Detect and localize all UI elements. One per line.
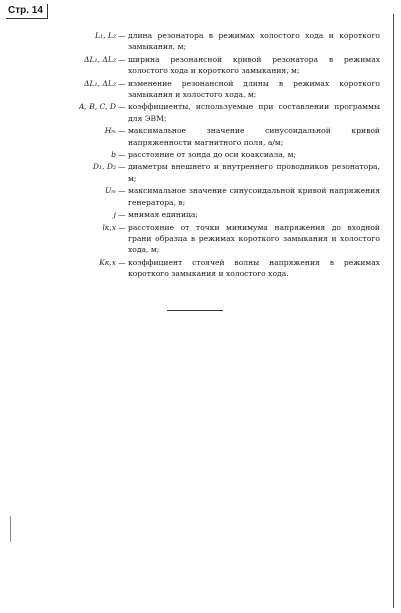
definition-row	[6, 209, 386, 220]
section-end-rule	[167, 310, 223, 311]
definition-term: A, B, C, D	[78, 102, 116, 112]
page-number-label: Стр. 14	[6, 4, 48, 19]
definition-row	[6, 257, 386, 280]
definition-row	[6, 161, 386, 184]
definition-text: расстояние от точки минимума напряжения до входной грани образца в режимах короткого замыкания и холостого хода, м;	[128, 222, 380, 255]
definition-text: мнимая единица;	[128, 210, 198, 220]
definition-text: диаметры внешнего и внутреннего проводников резонатора, м;	[128, 162, 380, 183]
page-right-border	[393, 14, 394, 608]
definition-row	[6, 222, 386, 256]
definition-dash: —	[118, 222, 126, 232]
definition-term: lк,х	[102, 222, 116, 232]
definition-term: b	[111, 150, 116, 160]
definition-text: максимальное значение синусоидальной кривой напряжения генератора, в;	[128, 186, 380, 207]
definition-dash: —	[118, 186, 126, 196]
definition-dash: —	[118, 257, 126, 267]
definition-term: j	[113, 210, 116, 220]
definition-term: ΔL₁, ΔL₂	[84, 54, 116, 64]
definition-term: Kк,х	[99, 257, 116, 267]
definition-term: D₁, D₂	[92, 162, 116, 172]
definition-text: ширина резонансной кривой резонатора в режимах холостого хода и короткого замыкания, м;	[128, 54, 380, 76]
definition-term: Uₘ	[104, 186, 116, 196]
definition-term: L₁, L₂	[94, 31, 116, 40]
definition-row	[6, 185, 386, 208]
definition-text: расстояние от зонда до оси коаксиала, м;	[128, 150, 297, 160]
definition-row	[6, 78, 386, 101]
definition-dash: —	[118, 150, 126, 160]
definition-term: ΔL₁, ΔL₂	[84, 78, 116, 88]
definition-row	[6, 125, 386, 148]
definition-text: длина резонатора в режимах холостого хода и короткого замыкания, м;	[128, 31, 380, 52]
definition-text: коэффициенты, используемые при составлении программы для ЭВМ;	[128, 102, 380, 123]
definition-dash: —	[118, 54, 126, 64]
definition-dash: —	[118, 162, 126, 172]
definition-text: изменение резонансной длины в режимах короткого замыкания и холостого хода, м;	[128, 78, 380, 100]
definition-row	[6, 54, 386, 77]
definition-term: Hₘ	[104, 126, 116, 136]
definition-dash: —	[118, 78, 126, 88]
definition-text: максимальное значение синусоидальной кривой напряженности магнитного поля, а/м;	[128, 126, 380, 147]
definition-row	[6, 101, 386, 124]
definition-dash: —	[118, 102, 126, 112]
definitions-list	[6, 30, 386, 281]
scan-margin-mark	[10, 516, 11, 542]
definition-text: коэффициент стоячей волны напряжения в режимах короткого замыкания и холостого хода.	[128, 257, 380, 279]
definition-row	[6, 30, 386, 53]
definition-row	[6, 149, 386, 160]
document-page	[6, 4, 394, 608]
definition-dash: —	[118, 31, 126, 40]
definition-dash: —	[118, 210, 126, 220]
definition-dash: —	[118, 126, 126, 136]
